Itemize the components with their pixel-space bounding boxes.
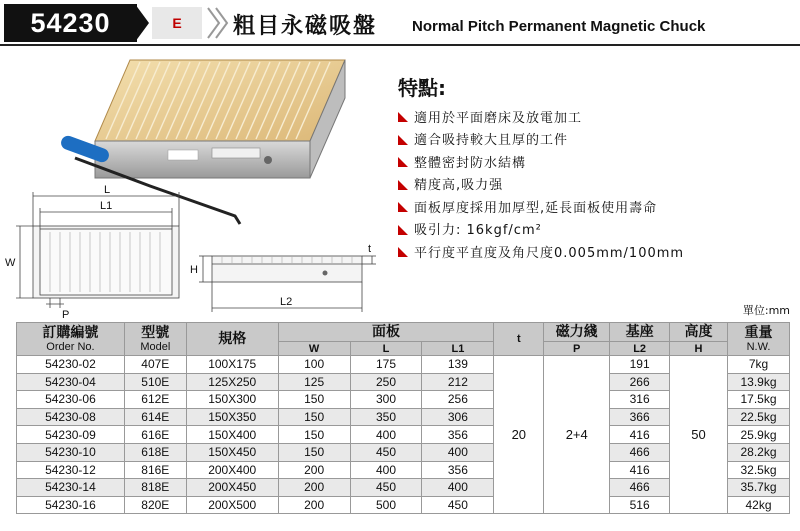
col-H: H [670,342,728,356]
col-spec: 規格 [186,323,278,356]
table-row: 54230-06 612E 150X300 150 300 256 316 17.5kg [17,391,790,409]
feature-item: 精度高,吸力强 [398,173,684,196]
col-P: P [544,342,610,356]
spec-table [16,322,790,514]
bullet-triangle-icon [398,247,408,257]
category-badge: E [152,7,202,39]
col-L1: L1 [422,342,494,356]
col-group-pole: 磁力綫 [544,323,610,342]
dim-label-t: t [368,243,372,255]
col-W: W [278,342,350,356]
table-row: 54230-02 407E 100X175 100 175 139 20 2+4 191 50 7kg [17,356,790,374]
col-group-height: 高度 [670,323,728,342]
bullet-triangle-icon [398,180,408,190]
top-view-drawing [16,192,179,308]
bullet-triangle-icon [398,112,408,122]
dim-label-L: L [104,184,111,196]
chevron-right-icon [205,6,231,40]
col-L: L [350,342,422,356]
bullet-triangle-icon [398,202,408,212]
feature-item: 面板厚度採用加厚型,延長面板使用壽命 [398,195,684,218]
table-row: 54230-08 614E 150X350 150 350 306 366 22.5kg [17,408,790,426]
col-group-base: 基座 [610,323,670,342]
feature-item: 整體密封防水結構 [398,150,684,173]
dim-label-H: H [190,264,198,276]
title-english: Normal Pitch Permanent Magnetic Chuck [412,18,706,35]
bullet-triangle-icon [398,157,408,167]
table-row: 54230-16 820E 200X500 200 500 450 516 42kg [17,496,790,514]
unit-label: 單位:mm [742,304,790,317]
table-row: 54230-10 618E 150X450 150 450 400 466 28.2kg [17,443,790,461]
features-list [398,105,684,263]
table-row: 54230-04 510E 125X250 125 250 212 266 13.9kg [17,373,790,391]
model-code-badge: 54230 [4,4,137,42]
dim-label-P: P [62,309,70,321]
bullet-triangle-icon [398,225,408,235]
title-chinese: 粗目永磁吸盤 [233,14,378,39]
feature-item: 吸引力: 16kgf/cm² [398,218,684,241]
feature-item: 適用於平面磨床及放電加工 [398,105,684,128]
feature-item: 平行度平直度及角尺度0.005mm/100mm [398,240,684,263]
product-illustration [0,46,400,321]
page-header [0,0,800,46]
table-row: 54230-09 616E 150X400 150 400 356 416 25.9kg [17,426,790,444]
dim-label-L1: L1 [100,200,113,212]
col-model: 型號 Model [124,323,186,356]
bullet-triangle-icon [398,135,408,145]
merged-H: 50 [670,356,728,514]
col-t: t [494,323,544,356]
col-group-panel: 面板 [278,323,494,342]
table-row: 54230-12 816E 200X400 200 400 356 416 32.5kg [17,461,790,479]
table-row: 54230-14 818E 200X450 200 450 400 466 35.7kg [17,479,790,497]
features-title: 特點: [398,76,446,100]
model-code-arrow [135,4,149,42]
merged-t: 20 [494,356,544,514]
col-weight: 重量 N.W. [727,323,789,356]
feature-item: 適合吸持較大且厚的工件 [398,128,684,151]
merged-P: 2+4 [544,356,610,514]
dim-label-L2: L2 [280,296,293,308]
spec-table-body [17,356,790,514]
col-L2: L2 [610,342,670,356]
col-order-no: 訂購編號 Order No. [17,323,125,356]
dim-label-W: W [5,257,16,269]
